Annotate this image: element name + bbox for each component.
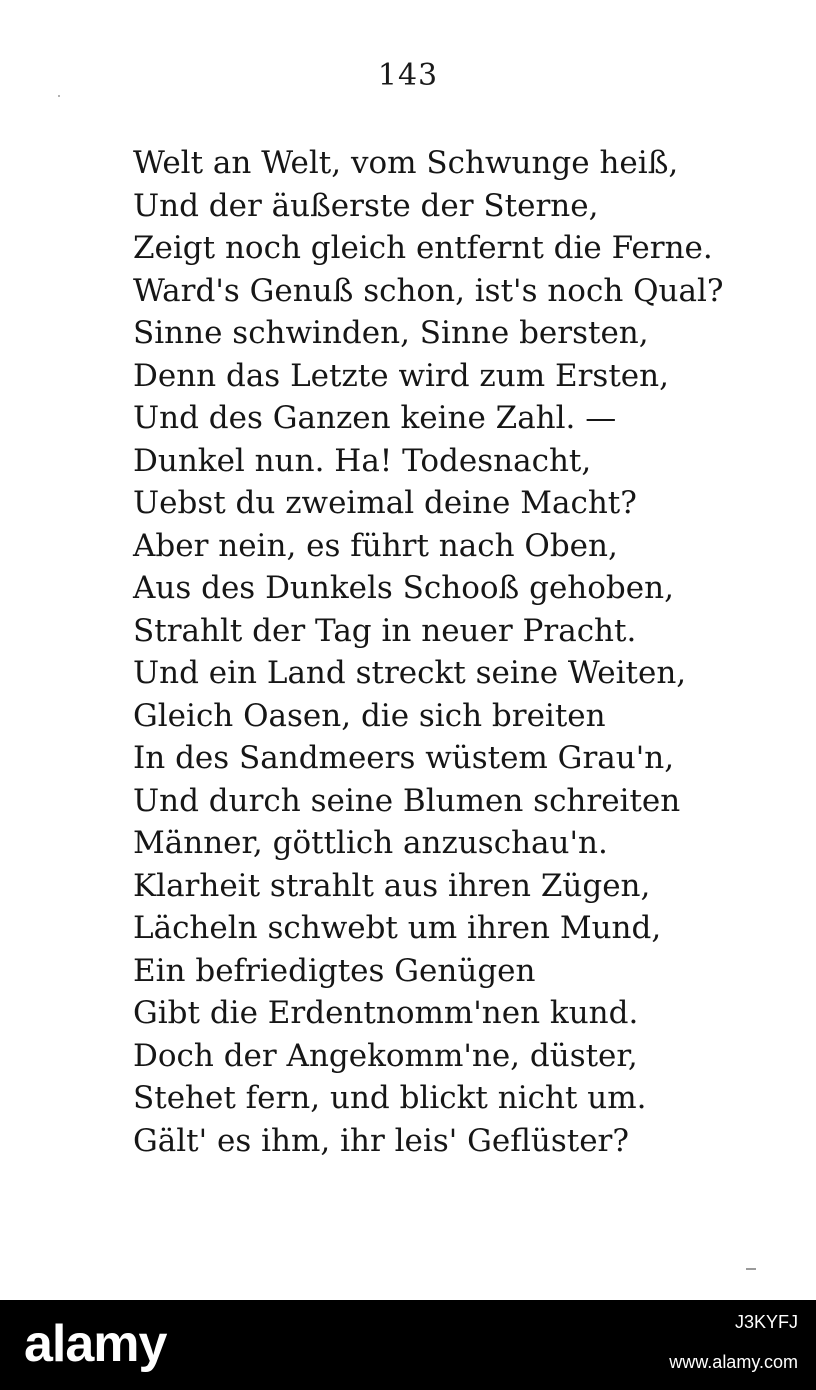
image-id: J3KYFJ bbox=[734, 1312, 798, 1332]
verse-line: Strahlt der Tag in neuer Pracht. bbox=[133, 612, 637, 649]
verse-line: Dunkel nun. Ha! Todesnacht, bbox=[133, 442, 592, 479]
verse-line: Ein befriedigtes Genügen bbox=[133, 952, 536, 989]
verse-line: Doch der Angekomm'ne, düster, bbox=[133, 1037, 638, 1074]
verse-line: Stehet fern, und blickt nicht um. bbox=[133, 1080, 647, 1116]
verse-line: Lächeln schwebt um ihren Mund, bbox=[133, 910, 662, 946]
watermark-bar bbox=[0, 1300, 816, 1390]
verse-line: In des Sandmeers wüstem Grau'n, bbox=[133, 740, 675, 776]
verse-line: Und ein Land streckt seine Weiten, bbox=[133, 655, 687, 691]
verse-line: Gält' es ihm, ihr leis' Geflüster? bbox=[133, 1122, 629, 1159]
verse-line: Zeigt noch gleich entfernt die Ferne. bbox=[133, 230, 713, 266]
verse-line: Aus des Dunkels Schooß gehoben, bbox=[133, 570, 674, 606]
verse-line: Aber nein, es führt nach Oben, bbox=[133, 527, 618, 564]
verse-line: Gleich Oasen, die sich breiten bbox=[133, 697, 606, 734]
verse-line: Denn das Letzte wird zum Ersten, bbox=[133, 357, 669, 394]
page-number: 143 bbox=[377, 58, 439, 93]
paper-speck bbox=[746, 1268, 756, 1270]
verse-line: Männer, göttlich anzuschau'n. bbox=[133, 825, 608, 861]
paper-speck bbox=[58, 95, 60, 97]
poem-text bbox=[133, 142, 773, 1162]
verse-line: Klarheit strahlt aus ihren Zügen, bbox=[133, 867, 651, 904]
verse-line: Sinne schwinden, Sinne bersten, bbox=[133, 315, 649, 351]
verse-line: Welt an Welt, vom Schwunge heiß, bbox=[133, 145, 679, 181]
verse-line: Und der äußerste der Sterne, bbox=[133, 187, 599, 224]
verse-line: Gibt die Erdentnomm'nen kund. bbox=[133, 995, 639, 1031]
verse-line: Uebst du zweimal deine Macht? bbox=[133, 485, 637, 521]
alamy-logo: alamy bbox=[24, 1315, 167, 1373]
verse-line: Und des Ganzen keine Zahl. — bbox=[133, 400, 617, 436]
verse-line: Ward's Genuß schon, ist's noch Qual? bbox=[133, 272, 724, 309]
verse-line: Und durch seine Blumen schreiten bbox=[133, 782, 681, 819]
watermark-url: www.alamy.com bbox=[669, 1352, 798, 1372]
